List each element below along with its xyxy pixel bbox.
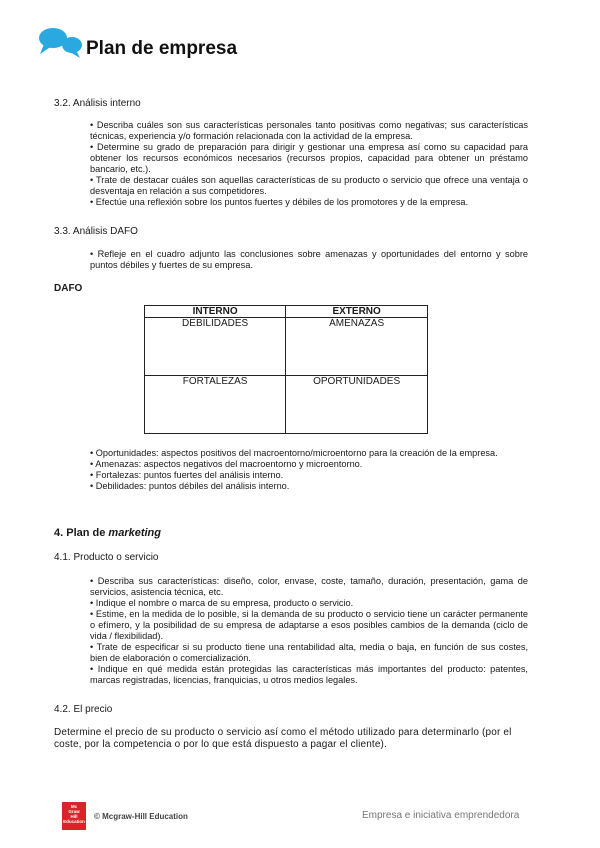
section-4-1-heading: 4.1. Producto o servicio [54,552,159,563]
dafo-label: DAFO [54,283,83,294]
section-4-emphasis: marketing [108,527,161,539]
section-3-2-heading: 3.2. Análisis interno [54,98,141,109]
dafo-cell-debilidades: DEBILIDADES [145,318,286,376]
page-title: Plan de empresa [86,38,238,59]
footer-copyright: © Mcgraw-Hill Education [94,812,188,821]
list-item: • Oportunidades: aspectos positivos del macroentorno/microentorno para la creación de la empresa. [90,448,498,458]
list-item: • Refleje en el cuadro adjunto las conclusiones sobre amenazas y oportunidades del entorno y sobre puntos débiles y fuertes de su empresa. [90,249,528,270]
section-4-1-list [90,576,528,686]
dafo-table [144,305,428,434]
section-4-2-paragraph: Determine el precio de su producto o servicio así como el método utilizado para determinarlo (por el coste, por la competencia o por lo que está dispuesto a pagar el cliente). [54,727,512,750]
section-4-prefix: 4. Plan de [54,527,109,539]
list-item: • Trate de especificar si su producto tiene una rentabilidad alta, media o baja, en función de sus costes, bien de elaboración o comercialización. [90,642,528,663]
list-item: • Indique el nombre o marca de su empresa, producto o servicio. [90,598,354,608]
list-item: • Fortalezas: puntos fuertes del análisis interno. [90,470,284,480]
list-item: • Estime, en la medida de lo posible, si la demanda de su producto o servicio tiene un carácter permanente o efímero, y la posibilidad de su empresa de adaptarse a esos posibles cambios de la demanda (ciclo de vida / flexibilidad). [90,609,528,641]
section-4-2-heading: 4.2. El precio [54,704,113,715]
dafo-cell-oportunidades: OPORTUNIDADES [286,376,428,434]
dafo-header-externo: EXTERNO [286,306,428,318]
list-item: • Debilidades: puntos débiles del análisis interno. [90,481,290,491]
section-3-3-list [90,249,528,271]
dafo-header-interno: INTERNO [145,306,286,318]
list-item: • Efectúe una reflexión sobre los puntos fuertes y débiles de los promotores y de la empresa. [90,197,469,207]
section-3-3-heading: 3.3. Análisis DAFO [54,226,138,237]
dafo-cell-fortalezas: FORTALEZAS [145,376,286,434]
dafo-notes-list [90,448,528,492]
list-item: • Indique en qué medida están protegidas las características más importantes del producto: patentes, marcas registradas, licencias, franquicias, u otros medios legales. [90,664,528,685]
list-item: • Describa cuáles son sus características personales tanto positivas como negativas; sus características técnicas, experiencia y/o formación relacionada con la actividad de la empresa. [90,120,528,141]
list-item: • Determine su grado de preparación para dirigir y gestionar una empresa así como su capacidad para obtener los recursos económicos necesarios (recursos propios, capacidad para obtener un préstamo bancario, etc.). [90,142,528,174]
dafo-cell-amenazas: AMENAZAS [286,318,428,376]
speech-bubbles-logo-icon [36,24,84,64]
section-3-2-list [90,120,528,208]
list-item: • Describa sus características: diseño, color, envase, coste, tamaño, duración, presentación, gama de servicios, asistencia técnica, etc. [90,576,528,597]
list-item: • Trate de destacar cuáles son aquellas características de su producto o servicio que ofrece una ventaja o desventaja en relación a sus competidores. [90,175,528,196]
footer-book-title: Empresa e iniciativa emprendedora [362,810,520,821]
list-item: • Amenazas: aspectos negativos del macroentorno y microentorno. [90,459,363,469]
section-4-heading [54,527,161,539]
mcgraw-hill-logo: Mc Graw Hill Education [62,802,86,830]
